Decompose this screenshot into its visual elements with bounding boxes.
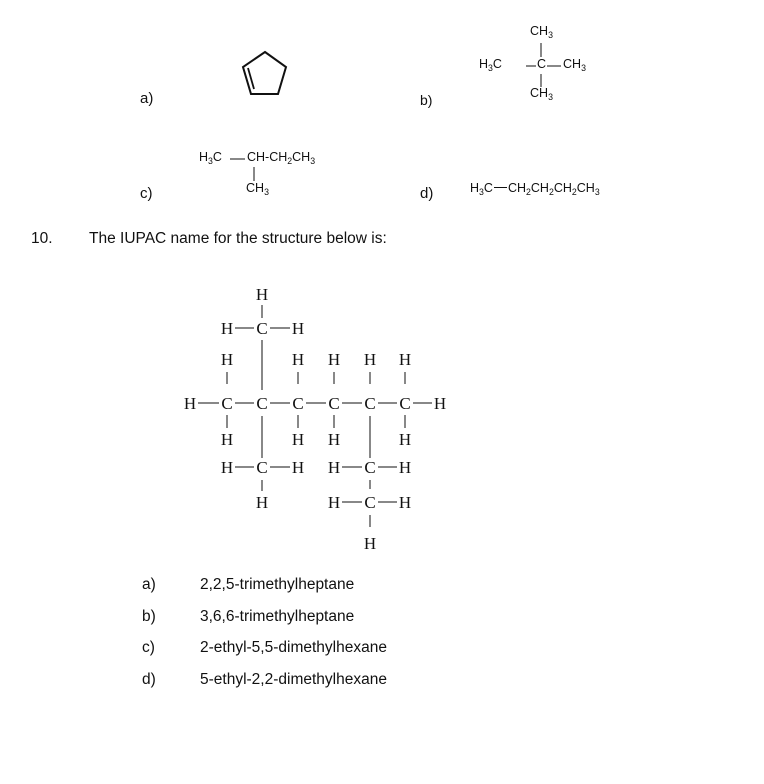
hydrogen-atom: H	[327, 350, 341, 369]
answer-d-text: 5-ethyl-2,2-dimethylhexane	[200, 671, 387, 688]
tbutyl-center: C	[537, 57, 547, 71]
hydrogen-atom: H	[291, 350, 305, 369]
tbutyl-left: $H_3C$	[479, 57, 502, 73]
hydrogen-atom: H	[398, 458, 412, 477]
structure-d-pentane: $H_3C$ $CH_2CH_2CH_2CH_3$	[470, 181, 600, 197]
hydrogen-atom: H	[220, 350, 234, 369]
hydrogen-atom: H	[291, 430, 305, 449]
carbon-atom: C	[256, 458, 268, 477]
hydrogen-atom: H	[363, 534, 377, 553]
option-a-letter: a)	[140, 90, 154, 107]
answer-a-text: 2,2,5-trimethylheptane	[200, 576, 355, 593]
hydrogen-atom: H	[327, 458, 341, 477]
hydrogen-atom: H	[183, 394, 197, 413]
question-number: 10.	[31, 230, 53, 247]
answer-c-letter: c)	[142, 639, 155, 656]
methylbutane-chain: $CH-CH_2CH_3$	[247, 150, 316, 166]
carbon-atom: C	[256, 394, 268, 413]
answer-d[interactable]	[142, 671, 387, 689]
methylbutane-main: $H_3C$	[199, 150, 222, 166]
hydrogen-atom: H	[291, 458, 305, 477]
hydrogen-atom: H	[291, 319, 305, 338]
hydrogen-atom: H	[398, 493, 412, 512]
answer-a[interactable]	[142, 576, 355, 594]
carbon-atom: C	[364, 458, 376, 477]
answer-b-letter: b)	[142, 608, 156, 625]
tbutyl-bottom: $CH_3$	[530, 86, 553, 102]
carbon-atom: C	[221, 394, 233, 413]
carbon-atom: C	[292, 394, 304, 413]
answer-c[interactable]	[142, 639, 387, 657]
hydrogen-atom: H	[363, 350, 377, 369]
tbutyl-right: $CH_3$	[563, 57, 586, 73]
carbon-atom: C	[256, 319, 268, 338]
question-text: The IUPAC name for the structure below is:	[89, 230, 387, 247]
hydrogen-atom: H	[398, 350, 412, 369]
answer-b[interactable]	[142, 608, 355, 626]
hydrogen-atom: H	[433, 394, 447, 413]
hydrogen-atom: H	[220, 458, 234, 477]
carbon-atom: C	[364, 394, 376, 413]
hydrogen-atom: H	[255, 285, 269, 304]
answer-b-text: 3,6,6-trimethylheptane	[200, 608, 355, 625]
hydrogen-atom: H	[255, 493, 269, 512]
hydrogen-atom: H	[327, 430, 341, 449]
option-c-letter: c)	[140, 185, 153, 202]
option-b-letter: b)	[420, 92, 433, 108]
answer-a-letter: a)	[142, 576, 156, 593]
hydrogen-atom: H	[327, 493, 341, 512]
methylbutane-branch: $CH_3$	[246, 181, 269, 197]
answer-d-letter: d)	[142, 671, 156, 688]
hydrogen-atom: H	[220, 430, 234, 449]
carbon-atom: C	[364, 493, 376, 512]
hydrogen-atom: H	[398, 430, 412, 449]
tbutyl-top: $CH_3$	[530, 24, 553, 40]
answer-c-text: 2-ethyl-5,5-dimethylhexane	[200, 639, 387, 656]
option-d-letter: d)	[420, 185, 434, 202]
hydrogen-atom: H	[220, 319, 234, 338]
carbon-atom: C	[399, 394, 411, 413]
carbon-atom: C	[328, 394, 340, 413]
